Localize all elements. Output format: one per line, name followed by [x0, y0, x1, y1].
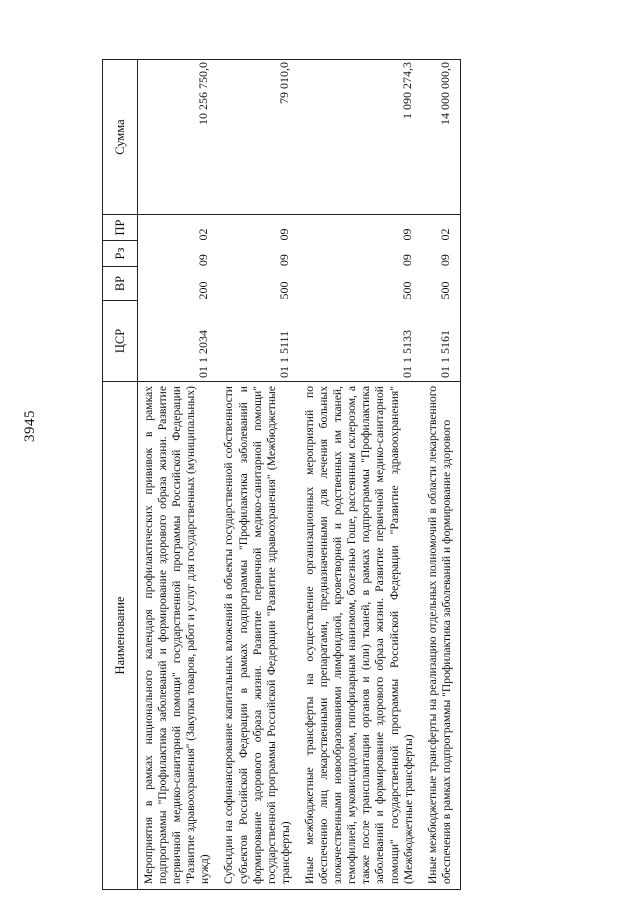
table-row — [218, 60, 298, 890]
row-sum: 14 000 000,0 — [422, 60, 461, 215]
row-rz: 09 — [399, 254, 414, 267]
budget-table — [102, 59, 461, 890]
row-codes — [299, 215, 422, 382]
row-name: Мероприятия в рамках национального календаря профилактических прививок в рамках подпрограммы "Профилактика заболеваний и формирование здорового образа жизни. Развитие первичной медико-санитарной помощи" государственной программы Российской Федерации "Развитие здравоохранения" (Закупка товаров, работ и услуг для государственных (муниципальных) нужд) — [138, 382, 219, 890]
header-sum: Сумма — [103, 60, 138, 215]
row-vr: 500 — [399, 281, 414, 300]
row-vr: 500 — [437, 281, 452, 300]
row-vr: 200 — [196, 281, 211, 300]
row-pr: 09 — [276, 228, 291, 241]
row-codes — [218, 215, 298, 382]
table-row — [299, 60, 422, 890]
table-row — [422, 60, 461, 890]
row-pr: 09 — [399, 228, 414, 241]
row-sum: 10 256 750,0 — [138, 60, 219, 215]
row-rz: 09 — [437, 254, 452, 267]
page-number: 3945 — [22, 410, 38, 442]
row-name: Субсидии на софинансирование капитальных вложений в объекты государственной собственности субъектов Российской Федерации в рамках подпрограммы "Профилактика заболеваний и формирование здорового образа жизни. Развитие первичной медико-санитарной помощи" государственной программы Российской Федерации "Развитие здравоохранения" (Межбюджетные трансферты) — [218, 382, 298, 890]
header-vr: ВР — [103, 267, 138, 301]
row-csr: 01 1 5111 — [276, 330, 291, 378]
row-codes — [138, 215, 219, 382]
row-name: Иные межбюджетные трансферты на осуществление организационных мероприятий по обеспечению лиц лекарственными препаратами, предназначенными для лечения больных злокачественными новообразованиями лимфоидной, кроветворной и родственных им тканей, гемофилией, муковисцидозом, гипофизарным нанизмом, болезнью Гоше, рассеянным склерозом, а также после трансплантации органов и (или) тканей, в рамках подпрограммы "Профилактика заболеваний и формирование здорового образа жизни. Развитие первичной медико-санитарной помощи" государственной программы Российской Федерации "Развитие здравоохранения" (Межбюджетные трансферты) — [299, 382, 422, 890]
row-rz: 09 — [196, 254, 211, 267]
row-csr: 01 1 2034 — [196, 330, 211, 378]
row-rz: 09 — [276, 254, 291, 267]
header-csr: ЦСР — [103, 301, 138, 382]
header-rz: Рз — [103, 241, 138, 267]
row-name: Иные межбюджетные трансферты на реализацию отдельных полномочий в области лекарственного обеспечения в рамках подпрограммы "Профилактика заболеваний и формирование здорового — [422, 382, 461, 890]
row-csr: 01 1 5161 — [437, 330, 452, 378]
row-pr: 02 — [437, 228, 452, 241]
table-row — [138, 60, 219, 890]
row-csr: 01 1 5133 — [399, 330, 414, 378]
table-header-row — [103, 60, 138, 890]
row-vr: 500 — [276, 281, 291, 300]
header-pr: ПР — [103, 215, 138, 241]
row-pr: 02 — [196, 228, 211, 241]
row-codes — [422, 215, 461, 382]
header-name: Наименование — [103, 382, 138, 890]
row-sum: 1 090 274,3 — [299, 60, 422, 215]
budget-table-rotated — [102, 60, 637, 890]
row-sum: 79 010,0 — [218, 60, 298, 215]
